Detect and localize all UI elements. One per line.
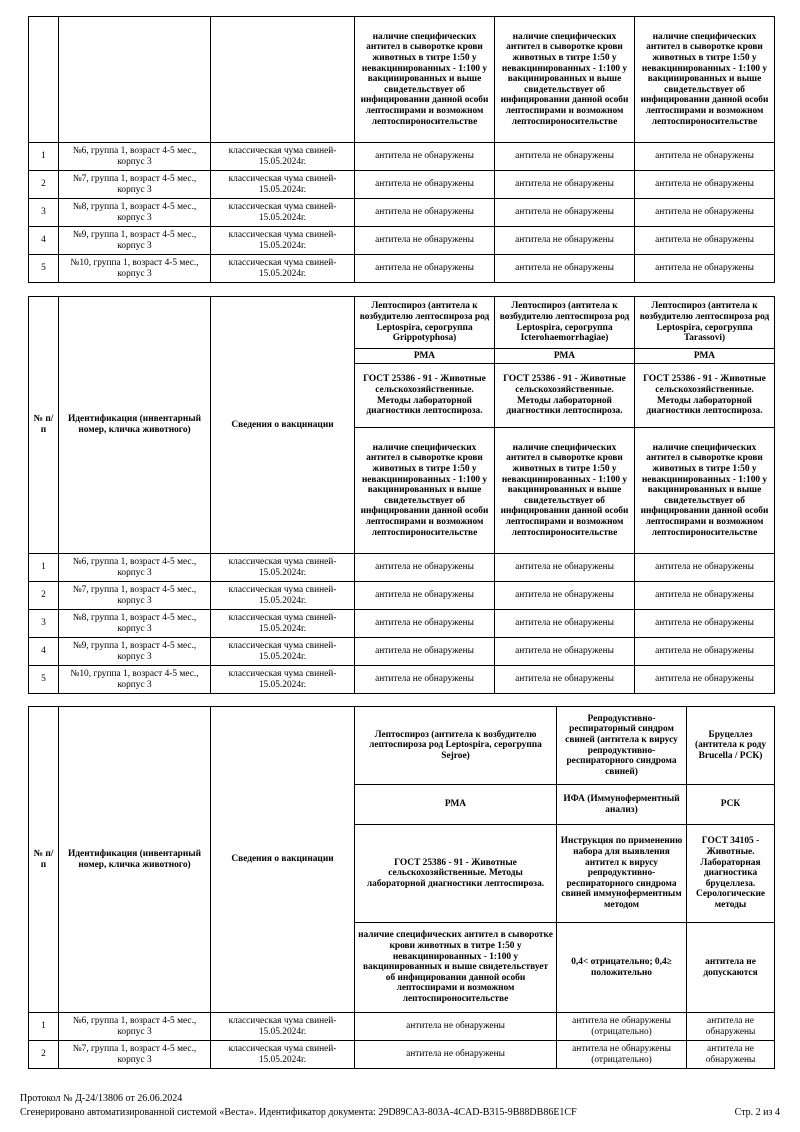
gost-cell: ГОСТ 25386 - 91 - Животные сельскохозяйственные. Методы лабораторной диагностики лептоспироза. bbox=[355, 825, 557, 923]
indicator-header: Лептоспироз (антитела к возбудителю лептоспироза род Leptospira, серогруппа Icterohaemorrhagiae) bbox=[495, 297, 635, 349]
norm-cell: наличие специфических антител в сыворотке крови животных в титре 1:50 у невакцинированных - 1:100 у вакцинированных и выше свидетельствует об инфицировании данной особи лептоспирами и возможном лептоспироносительстве bbox=[635, 428, 775, 554]
table-header-row bbox=[29, 707, 775, 785]
method-cell: РМА bbox=[355, 785, 557, 825]
col-no-header: № п/п bbox=[29, 707, 59, 1013]
col-ident-header: Идентификация (инвентарный номер, кличка животного) bbox=[59, 297, 211, 554]
indicator-header: Лептоспироз (антитела к возбудителю лептоспироза род Leptospira, серогруппа Sejroe) bbox=[355, 707, 557, 785]
gost-cell: ГОСТ 34105 - Животные. Лабораторная диагностика бруцеллеза. Серологические методы bbox=[687, 825, 775, 923]
norm-cell: наличие специфических антител в сыворотке крови животных в титре 1:50 у невакцинированных - 1:100 у вакцинированных и выше свидетельствует об инфицировании данной особи лептоспирами и возможном лептоспироносительстве bbox=[355, 923, 557, 1013]
norm-cell: наличие специфических антител в сыворотке крови животных в титре 1:50 у невакцинированных - 1:100 у вакцинированных и выше свидетельствует об инфицировании данной особи лептоспирами и возможном лептоспироносительстве bbox=[635, 17, 775, 143]
col-no-header: № п/п bbox=[29, 297, 59, 554]
table-row: 2 №7, группа 1, возраст 4-5 мес., корпус 3 классическая чума свиней- 15.05.2024г. антитела не обнаружены антитела не обнаружены (отрицательно) антитела не обнаружены bbox=[29, 1041, 775, 1069]
footer-generated bbox=[20, 1106, 780, 1119]
table-row: 3 №8, группа 1, возраст 4-5 мес., корпус 3 классическая чума свиней- 15.05.2024г. антитела не обнаружены антитела не обнаружены антитела не обнаружены bbox=[29, 610, 775, 638]
norm-cell: наличие специфических антител в сыворотке крови животных в титре 1:50 у невакцинированных - 1:100 у вакцинированных и выше свидетельствует об инфицировании данной особи лептоспирами и возможном лептоспироносительстве bbox=[355, 428, 495, 554]
gost-cell: Инструкция по применению набора для выявления антител к вирусу репродуктивно- респираторного синдрома свиней иммуноферментным методом bbox=[557, 825, 687, 923]
method-cell: РМА bbox=[635, 349, 775, 364]
col-ident-header: Идентификация (инвентарный номер, кличка животного) bbox=[59, 707, 211, 1013]
results-table-3 bbox=[28, 706, 775, 1069]
page-number: Стр. 2 из 4 bbox=[734, 1107, 780, 1118]
table-row: 1 №6, группа 1, возраст 4-5 мес., корпус 3 классическая чума свиней- 15.05.2024г. антитела не обнаружены антитела не обнаружены антитела не обнаружены bbox=[29, 554, 775, 582]
gost-cell: ГОСТ 25386 - 91 - Животные сельскохозяйственные. Методы лабораторной диагностики лептоспироза. bbox=[635, 364, 775, 428]
method-cell: РМА bbox=[355, 349, 495, 364]
results-table-1 bbox=[28, 16, 775, 283]
method-cell: ИФА (Иммуноферментный анализ) bbox=[557, 785, 687, 825]
indicator-header: Репродуктивно- респираторный синдром свиней (антитела к вирусу репродуктивно- респираторного синдрома свиней) bbox=[557, 707, 687, 785]
table-row: 4 №9, группа 1, возраст 4-5 мес., корпус 3 классическая чума свиней- 15.05.2024г. антитела не обнаружены антитела не обнаружены антитела не обнаружены bbox=[29, 227, 775, 255]
col-vacc-header: Сведения о вакцинации bbox=[211, 297, 355, 554]
norm-cell: наличие специфических антител в сыворотке крови животных в титре 1:50 у невакцинированных - 1:100 у вакцинированных и выше свидетельствует об инфицировании данной особи лептоспирами и возможном лептоспироносительстве bbox=[495, 428, 635, 554]
col-vacc-header: Сведения о вакцинации bbox=[211, 707, 355, 1013]
table-row: 1 №6, группа 1, возраст 4-5 мес., корпус 3 классическая чума свиней- 15.05.2024г. антитела не обнаружены антитела не обнаружены антитела не обнаружены bbox=[29, 143, 775, 171]
table-row: 1 №6, группа 1, возраст 4-5 мес., корпус 3 классическая чума свиней- 15.05.2024г. антитела не обнаружены антитела не обнаружены (отрицательно) антитела не обнаружены bbox=[29, 1013, 775, 1041]
method-cell: РСК bbox=[687, 785, 775, 825]
table-row: 4 №9, группа 1, возраст 4-5 мес., корпус 3 классическая чума свиней- 15.05.2024г. антитела не обнаружены антитела не обнаружены антитела не обнаружены bbox=[29, 638, 775, 666]
table-header-row bbox=[29, 297, 775, 349]
protocol-number: Протокол № Д-24/13806 от 26.06.2024 bbox=[20, 1093, 183, 1104]
table-row: 3 №8, группа 1, возраст 4-5 мес., корпус 3 классическая чума свиней- 15.05.2024г. антитела не обнаружены антитела не обнаружены антитела не обнаружены bbox=[29, 199, 775, 227]
table-row: 2 №7, группа 1, возраст 4-5 мес., корпус 3 классическая чума свиней- 15.05.2024г. антитела не обнаружены антитела не обнаружены антитела не обнаружены bbox=[29, 582, 775, 610]
document-id: Сгенерировано автоматизированной системой «Веста». Идентификатор документа: 29D89CA3-803A-4CAD-B315-9B88DB86E1CF bbox=[20, 1107, 577, 1118]
footer-protocol bbox=[20, 1092, 780, 1105]
norm-cell: наличие специфических антител в сыворотке крови животных в титре 1:50 у невакцинированных - 1:100 у вакцинированных и выше свидетельствует об инфицировании данной особи лептоспирами и возможном лептоспироносительстве bbox=[495, 17, 635, 143]
table-header-row bbox=[29, 17, 775, 143]
gost-cell: ГОСТ 25386 - 91 - Животные сельскохозяйственные. Методы лабораторной диагностики лептоспироза. bbox=[495, 364, 635, 428]
norm-cell: 0,4< отрицательно; 0,4≥ положительно bbox=[557, 923, 687, 1013]
gost-cell: ГОСТ 25386 - 91 - Животные сельскохозяйственные. Методы лабораторной диагностики лептоспироза. bbox=[355, 364, 495, 428]
indicator-header: Бруцеллез (антитела к роду Brucella / РСК) bbox=[687, 707, 775, 785]
table-row: 5 №10, группа 1, возраст 4-5 мес., корпус 3 классическая чума свиней- 15.05.2024г. антитела не обнаружены антитела не обнаружены антитела не обнаружены bbox=[29, 255, 775, 283]
table-row: 5 №10, группа 1, возраст 4-5 мес., корпус 3 классическая чума свиней- 15.05.2024г. антитела не обнаружены антитела не обнаружены антитела не обнаружены bbox=[29, 666, 775, 694]
method-cell: РМА bbox=[495, 349, 635, 364]
norm-cell: антитела не допускаются bbox=[687, 923, 775, 1013]
results-table-2 bbox=[28, 296, 775, 694]
indicator-header: Лептоспироз (антитела к возбудителю лептоспироза род Leptospira, серогруппа Tarassovi) bbox=[635, 297, 775, 349]
norm-cell: наличие специфических антител в сыворотке крови животных в титре 1:50 у невакцинированных - 1:100 у вакцинированных и выше свидетельствует об инфицировании данной особи лептоспирами и возможном лептоспироносительстве bbox=[355, 17, 495, 143]
indicator-header: Лептоспироз (антитела к возбудителю лептоспироза род Leptospira, серогруппа Grippotyphosa) bbox=[355, 297, 495, 349]
table-row: 2 №7, группа 1, возраст 4-5 мес., корпус 3 классическая чума свиней- 15.05.2024г. антитела не обнаружены антитела не обнаружены антитела не обнаружены bbox=[29, 171, 775, 199]
